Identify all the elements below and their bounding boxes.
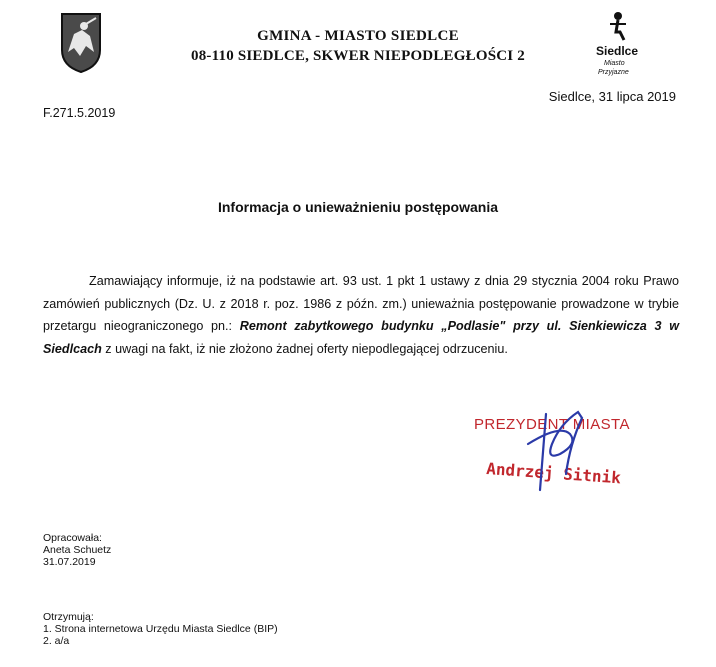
- city-logo-word: Siedlce: [596, 44, 639, 58]
- heraldic-crest-icon: [60, 12, 102, 74]
- city-logo-slogan-2: Przyjazne: [598, 69, 629, 76]
- recipient-item: 2. a/a: [43, 635, 70, 647]
- header-title: GMINA - MIASTO SIEDLCE: [257, 28, 459, 44]
- prepared-by: [43, 532, 111, 568]
- stamp-title: PREZYDENT MIASTA: [474, 416, 630, 433]
- document-title: Informacja o unieważnieniu postępowania: [217, 199, 499, 215]
- document-date: Siedlce, 31 lipca 2019: [548, 89, 676, 104]
- signature-icon: [500, 404, 620, 494]
- header-address: 08-110 SIEDLCE, SKWER NIEPODLEGŁOŚCI 2: [191, 48, 525, 64]
- tender-name: Remont zabytkowego budynku „Podlasie" przy ul. Sienkiewicza 3 w Siedlcach: [43, 319, 679, 356]
- city-crest: [60, 12, 102, 74]
- prepared-date: 31.07.2019: [43, 556, 96, 568]
- recipients: [43, 611, 278, 647]
- reference-number: F.271.5.2019: [43, 106, 116, 120]
- prepared-name: Aneta Schuetz: [43, 544, 112, 556]
- handwritten-signature: [500, 404, 620, 494]
- city-logo-slogan-1: Miasto: [604, 60, 625, 67]
- stamp-name: Andrzej Sitnik: [485, 459, 622, 488]
- recipient-item: 1. Strona internetowa Urzędu Miasta Siedlce (BIP): [43, 623, 278, 635]
- city-logo-figure-icon: [590, 10, 652, 44]
- recipients-label: Otrzymują:: [43, 611, 94, 623]
- body-text-part2: z uwagi na fakt, iż nie złożono żadnej oferty niepodlegającej odrzuceniu.: [101, 341, 508, 356]
- body-paragraph: [43, 270, 679, 360]
- city-logo: [590, 10, 652, 82]
- prepared-label: Opracowała:: [43, 532, 102, 544]
- body-text-part1: Zamawiający informuje, iż na podstawie art. 93 ust. 1 pkt 1 ustawy z dnia 29 stycznia 2004 roku Prawo zamówień publicznych (Dz. U. z 2018 r. poz. 1986 z późn. zm.) unieważnia postępowanie prowadzone w trybie przetargu nieograniczonego pn.:: [43, 274, 679, 333]
